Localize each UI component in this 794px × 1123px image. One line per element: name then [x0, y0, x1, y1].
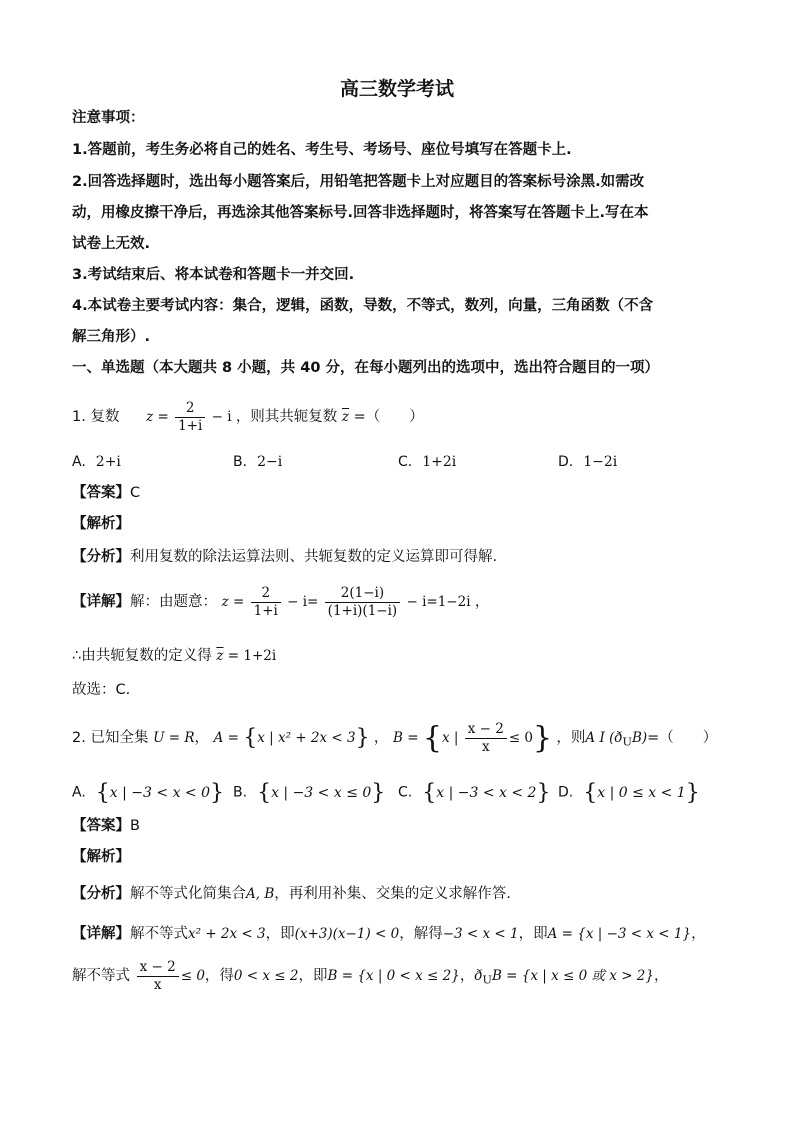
conclusion-text: ∴由共轭复数的定义得 [72, 648, 212, 664]
brace-right: } [355, 725, 370, 751]
math-subscript: U [482, 973, 492, 987]
xiangjie-tag: 【详解】 [72, 594, 130, 610]
punctuation: ， [194, 730, 209, 746]
math-expr: A = [213, 730, 239, 746]
fenxi-line [72, 547, 722, 567]
xiangjie-line-1 [72, 924, 722, 944]
notice-item-3: 3.考试结束后、将本试卷和答题卡一并交回. [72, 267, 355, 283]
option-label: C. [398, 454, 413, 470]
fraction-denominator: 1+i [178, 418, 203, 434]
punctuation: ， [691, 926, 706, 942]
xiangjie-line [72, 584, 722, 620]
xiangjie-text: 解不等式 [130, 926, 188, 942]
analysis-tag: 【解析】 [72, 516, 130, 532]
option-value: x | 0 ≤ x < 1 [597, 784, 686, 801]
answer-value: C [130, 485, 141, 501]
option-label: C. [398, 784, 413, 801]
math-expr: x² + 2x < 3 [188, 926, 266, 942]
xiangjie-text: ，得 [204, 968, 234, 984]
notice-heading: 注意事项： [72, 110, 145, 126]
option-value: 1+2i [422, 454, 457, 470]
xiangjie-text: ，即 [298, 968, 328, 984]
conjugate-symbol: $\overline{z}$ [216, 648, 224, 664]
answer-value: B [130, 818, 140, 834]
math-expr: − i= [287, 594, 319, 610]
option-label: A. [72, 454, 86, 470]
question-1 [72, 400, 722, 435]
fenxi-text: 利用复数的除法运算法则、共轭复数的定义运算即可得解. [130, 549, 498, 565]
question-number: 2. [72, 730, 86, 746]
math-expr: = 1+2i [227, 648, 277, 664]
option-value: x | −3 < x < 2 [436, 784, 537, 801]
math-expr: B = [393, 730, 419, 746]
brace-right: } [533, 720, 553, 756]
punctuation: ， [474, 594, 490, 610]
option-b[interactable]: B. {x | −3 < x ≤ 0} [233, 780, 386, 805]
question-number: 1. [72, 409, 86, 425]
math-expr: B = {x | 0 < x ≤ 2} [327, 968, 460, 984]
option-label: B. [233, 784, 248, 801]
xiangjie-text: ，解得 [399, 926, 443, 942]
fenxi-line [72, 884, 722, 904]
option-value: 2+i [95, 454, 121, 470]
fraction [175, 400, 205, 435]
math-expr: B) [631, 730, 648, 746]
notice-item-4-line-1: 4.本试卷主要考试内容：集合，逻辑，函数，导数，不等式，数列，向量，三角函数（不含 [72, 298, 654, 314]
math-expr: ð [474, 968, 483, 984]
option-c[interactable]: C. {x | −3 < x < 2} [398, 780, 551, 805]
analysis-tag: 【解析】 [72, 849, 130, 865]
page-title: 高三数学考试 [339, 78, 454, 100]
fraction-numerator: x − 2 [465, 721, 507, 739]
math-expr: A, B [246, 886, 275, 902]
math-expr: U = R [153, 730, 195, 746]
question-text: ，则 [556, 730, 586, 746]
punctuation: ， [373, 730, 389, 746]
option-d[interactable]: D. {x | 0 ≤ x < 1} [558, 780, 700, 805]
set-builder: x | x² + 2x < 3 [257, 730, 356, 746]
option-a[interactable] [72, 454, 121, 470]
fenxi-tag: 【分析】 [72, 549, 130, 565]
answer-tag: 【答案】 [72, 818, 130, 834]
xiangjie-line-2 [72, 956, 722, 1001]
math-expr: 0 < x ≤ 2 [233, 968, 299, 984]
math-subscript: U [622, 735, 632, 749]
fraction-denominator: x [153, 976, 162, 993]
option-label: D. [558, 784, 574, 801]
fraction-numerator: 2 [175, 400, 205, 418]
question-text: =（ ） [353, 409, 424, 425]
fraction-numerator: 2 [251, 585, 281, 603]
conclusion-line [72, 646, 722, 666]
option-value: 2−i [257, 454, 283, 470]
fraction [251, 585, 281, 620]
option-label: D. [558, 454, 574, 470]
set-builder: x | [441, 730, 459, 746]
math-expr: z = [221, 594, 245, 610]
math-expr: A I (ð [585, 730, 623, 746]
fenxi-text: 解不等式化简集合 [130, 886, 246, 902]
brace-left: { [422, 720, 442, 756]
choose-line: 故选：C. [72, 682, 131, 698]
math-expr: A = {x | −3 < x < 1} [547, 926, 692, 942]
fraction-numerator: 2(1−i) [325, 585, 401, 603]
section-heading: 一、单选题（本大题共 8 小题，共 40 分，在每小题列出的选项中，选出符合题目的一项） [72, 360, 659, 376]
math-expr: z = [146, 409, 169, 425]
fraction [137, 959, 179, 994]
question-2 [72, 718, 722, 763]
question-text: 已知全集 [90, 730, 149, 746]
fraction-denominator: 1+i [253, 603, 278, 619]
answer-line [72, 816, 722, 836]
option-value: x | −3 < x ≤ 0 [271, 784, 372, 801]
question-text: =（ ） [647, 730, 718, 746]
fenxi-text: ，再利用补集、交集的定义求解作答. [274, 886, 511, 902]
option-label: A. [72, 784, 86, 801]
option-c[interactable] [398, 454, 456, 470]
brace-left: { [243, 725, 258, 751]
notice-item-2-line-3: 试卷上无效. [72, 236, 151, 252]
notice-item-2-line-1: 2.回答选择题时，选出每小题答案后，用铅笔把答题卡上对应题目的答案标号涂黑.如需改 [72, 174, 645, 190]
answer-line [72, 483, 722, 503]
punctuation: ， [459, 968, 475, 984]
question-text: ，则其共轭复数 [235, 409, 338, 425]
math-expr: ≤ 0 [508, 730, 534, 746]
fraction-denominator: x [481, 739, 490, 755]
notice-item-1: 1.答题前，考生务必将自己的姓名、考生号、考场号、座位号填写在答题卡上. [72, 142, 572, 158]
math-expr: (x+3)(x−1) < 0 [294, 926, 400, 942]
math-expr: − i=1−2i [406, 594, 471, 610]
fraction [465, 721, 507, 756]
xiangjie-text: ，即 [265, 926, 295, 942]
fraction [325, 585, 401, 620]
option-value: x | −3 < x < 0 [109, 784, 210, 801]
fraction-denominator: (1+i)(1−i) [327, 603, 398, 619]
xiangjie-tag: 【详解】 [72, 926, 130, 942]
math-expr: B = {x | x ≤ 0 或 x > 2} [491, 968, 654, 984]
math-expr: −3 < x < 1 [442, 926, 519, 942]
option-label: B. [233, 454, 248, 470]
answer-tag: 【答案】 [72, 485, 130, 501]
xiangjie-text: 解：由题意： [130, 594, 217, 610]
fenxi-tag: 【分析】 [72, 886, 130, 902]
conjugate-symbol: $\overline{z}$ [341, 409, 350, 425]
punctuation: ， [653, 968, 669, 984]
notice-item-4-line-2: 解三角形）. [72, 329, 151, 345]
math-expr: − i [211, 409, 232, 425]
option-a[interactable]: A. {x | −3 < x < 0} [72, 780, 224, 805]
option-value: 1−2i [583, 454, 618, 470]
xiangjie-text: 解不等式 [72, 968, 130, 984]
option-d[interactable] [558, 454, 617, 470]
notice-item-2-line-2: 动，用橡皮擦干净后，再选涂其他答案标号.回答非选择题时，将答案写在答题卡上.写在本 [72, 205, 649, 221]
question-text: 复数 [90, 409, 120, 425]
xiangjie-text: ，即 [518, 926, 548, 942]
fraction-numerator: x − 2 [137, 959, 179, 977]
option-b[interactable] [233, 454, 282, 470]
math-expr: ≤ 0 [180, 968, 205, 984]
